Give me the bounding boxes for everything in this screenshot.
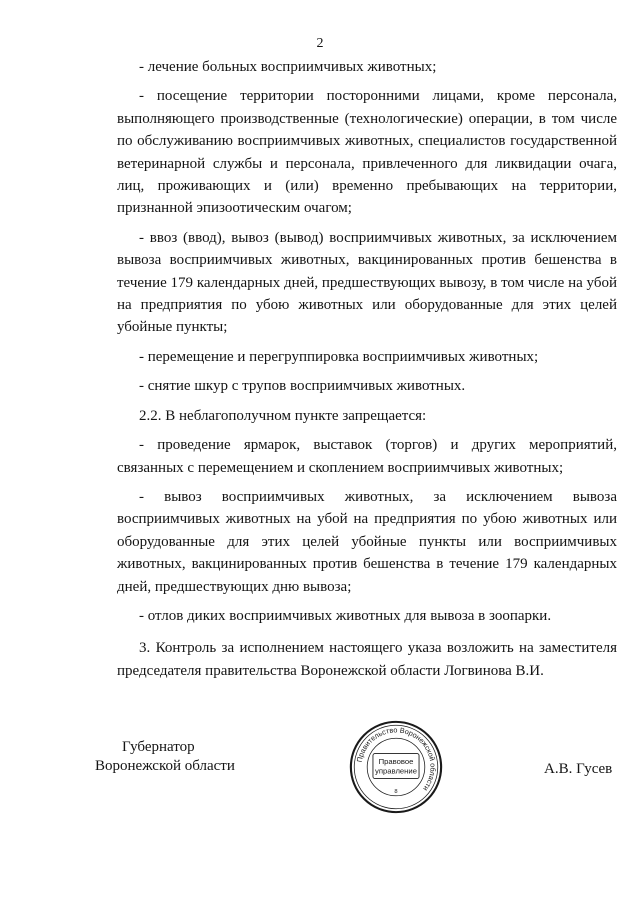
page-number: 2 bbox=[316, 36, 324, 51]
stamp-number: 8 bbox=[394, 788, 398, 795]
paragraph-fairs: - проведение ярмарок, выставок (торгов) и других мероприятий, связанных с перемещением и скоплением восприимчивых животных; bbox=[117, 437, 617, 476]
stamp-center-line2: управление bbox=[375, 766, 417, 776]
paragraph-import-export: - ввоз (ввод), вывоз (вывод) восприимчивых животных, за исключением вывоза восприимчивых животных, вакцинированных против бешенства в течение 179 календарных дней, предшествующих вывозу, в том числе на убой на предприятия по убою животных или оборудованные для этих целей убойные пункты; bbox=[117, 229, 617, 336]
signatory-name: А.В. Гусев bbox=[544, 761, 613, 777]
signature-title-line1: Губернатор bbox=[122, 739, 195, 755]
paragraph-skinning: - снятие шкур с трупов восприимчивых животных. bbox=[139, 378, 466, 395]
paragraph-section-2-2: 2.2. В неблагополучном пункте запрещается: bbox=[139, 407, 427, 424]
paragraph-control: 3. Контроль за исполнением настоящего указа возложить на заместителя председателя правительства Воронежской области Логвинова В.И. bbox=[117, 640, 617, 679]
stamp-center-line1: Правовое bbox=[378, 757, 414, 767]
paragraph-movement: - перемещение и перегруппировка восприимчивых животных; bbox=[139, 348, 539, 365]
paragraph-wild-capture: - отлов диких восприимчивых животных для вывоза в зоопарки. bbox=[139, 607, 552, 624]
paragraph-export-slaughter: - вывоз восприимчивых животных, за исключением вывоза восприимчивых животных на убой на предприятия по убою животных или оборудованные для этих целей убойные пункты или восприимчивых животных, вакцинированных против бешенства в течение 179 календарных дней, предшествующих дню вывоза; bbox=[117, 488, 617, 595]
stamp-ring-text: Правительство Воронежской области bbox=[354, 725, 438, 793]
signature-title-line2: Воронежской области bbox=[95, 758, 235, 774]
paragraph-visits: - посещение территории посторонними лицами, кроме персонала, выполняющего производственные (технологические) операции, в том числе по обслуживанию восприимчивых животных, специалистов государственной ветеринарной службы и персонала, привлеченного для ликвидации очага, лиц, проживающих и (или) временно пребывающих на территории, признанной эпизоотическим очагом; bbox=[117, 88, 617, 217]
document-body bbox=[117, 56, 617, 682]
signature-title bbox=[95, 738, 235, 776]
paragraph-treatment: - лечение больных восприимчивых животных; bbox=[139, 59, 437, 75]
legal-department-stamp bbox=[348, 719, 444, 815]
